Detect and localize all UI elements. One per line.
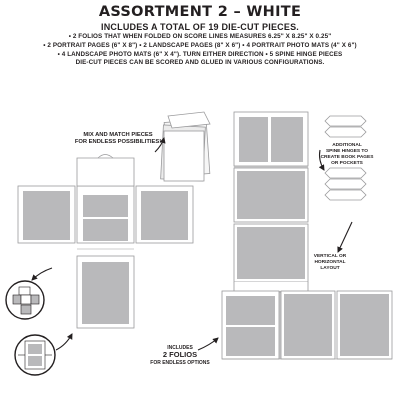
arrow-to-cross-circle [32, 268, 52, 280]
folio-callout-line-2: 2 FOLIOS [162, 350, 198, 359]
layout-callout-line-3: LAYOUT [320, 266, 340, 271]
arrow-to-hinges [320, 150, 325, 170]
layout-callout-line-1: VERTICAL OR [313, 254, 347, 259]
horizontal-folio-diagram [222, 291, 392, 359]
stacked-folio-illustration [161, 112, 210, 181]
spec-line-4: DIE-CUT PIECES CAN BE SCORED AND GLUED IN VARIOUS CONFIGURATIONS. [75, 59, 325, 67]
cross-layout-circle [6, 281, 44, 319]
spec-line-1: • 2 FOLIOS THAT WHEN FOLDED ON SCORE LINES MEASURES 6.25" X 8.25" X 0.25" [68, 33, 332, 40]
folio-callout-line-3: FOR ENDLESS OPTIONS [150, 360, 210, 366]
spine-callout-line-2: SPINE HINGES TO [325, 149, 369, 154]
spine-callout-line-3: CREATE BOOK PAGES [320, 155, 374, 160]
arrow-to-folio-note [198, 338, 218, 350]
page-subtitle: INCLUDES A TOTAL OF 19 DIE-CUT PIECES. [101, 22, 299, 32]
mix-callout-line-2: FOR ENDLESS POSSIBILITIES! [74, 139, 162, 145]
vertical-folio-diagram [234, 112, 308, 292]
book-layout-circle [15, 335, 55, 375]
layout-callout-line-2: HORIZONTAL [314, 260, 346, 265]
spec-line-3: • 4 LANDSCAPE PHOTO MATS (6" X 4"). TURN EITHER DIRECTION • 5 SPINE HINGE PIECES [57, 50, 343, 58]
mix-callout-line-1: MIX AND MATCH PIECES [83, 132, 153, 138]
spine-callout-line-4: OR POCKETS [331, 161, 363, 166]
arrow-to-book-circle [56, 334, 72, 350]
folio-callout-line-1: INCLUDES [167, 345, 193, 351]
arrow-layout [338, 222, 352, 252]
page-title: ASSORTMENT 2 – WHITE [98, 4, 302, 20]
spec-line-2: • 2 PORTRAIT PAGES (6" X 8") • 2 LANDSCAPE PAGES (8" X 6") • 4 PORTRAIT PHOTO MATS (4" X 6") [43, 41, 357, 49]
spine-callout-line-1: ADDITIONAL [332, 143, 362, 148]
